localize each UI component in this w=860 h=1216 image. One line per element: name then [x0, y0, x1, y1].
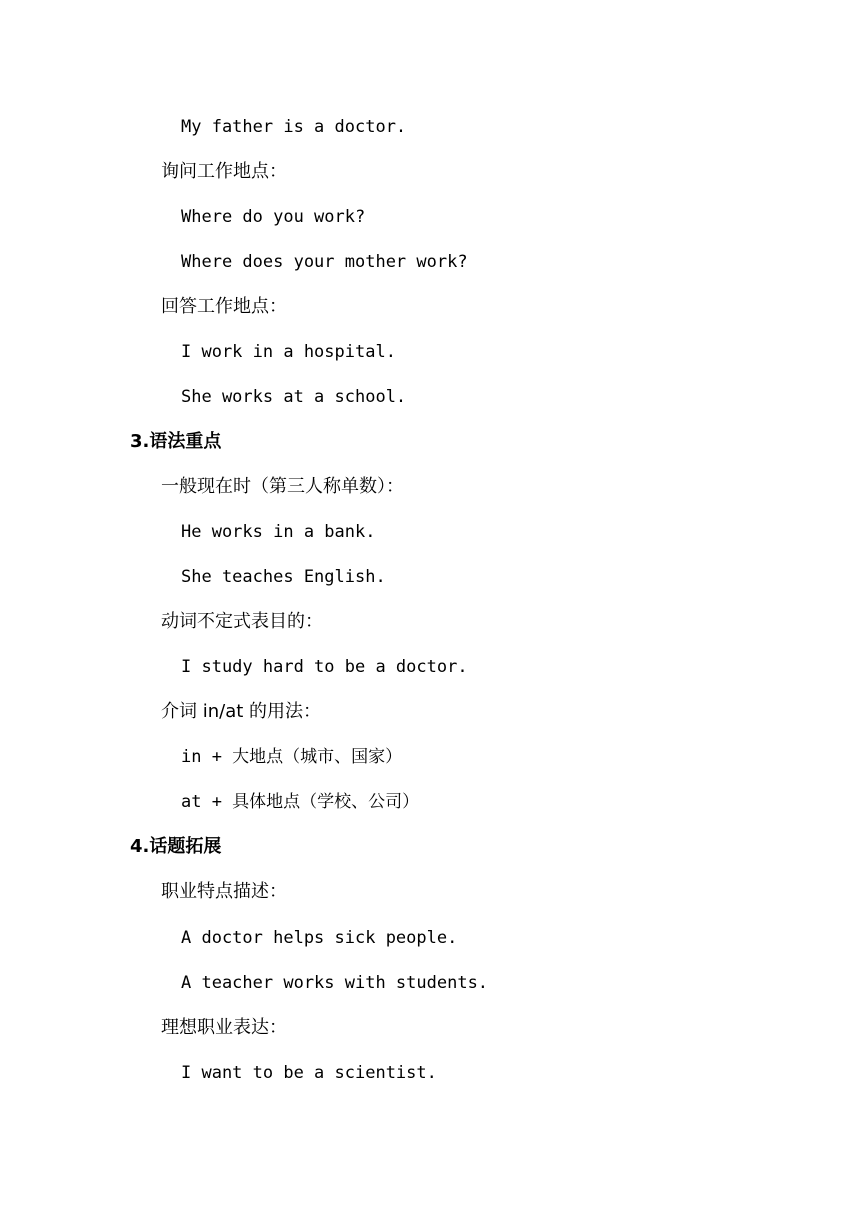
- subtopic-label: 回答工作地点：: [161, 296, 287, 317]
- example-sentence: My father is a doctor.: [181, 117, 407, 137]
- example-sentence: in + 大地点（城市、国家）: [181, 747, 403, 767]
- example-sentence: Where does your mother work?: [181, 252, 468, 272]
- example-sentence: I want to be a scientist.: [181, 1063, 437, 1083]
- subtopic-label: 询问工作地点：: [161, 161, 287, 182]
- example-sentence: A doctor helps sick people.: [181, 928, 458, 948]
- example-sentence: She works at a school.: [181, 387, 407, 407]
- example-sentence: I study hard to be a doctor.: [181, 657, 468, 677]
- example-sentence: at + 具体地点（学校、公司）: [181, 792, 420, 812]
- subtopic-label: 职业特点描述：: [161, 881, 287, 902]
- subtopic-label: 动词不定式表目的：: [161, 611, 323, 632]
- example-sentence: He works in a bank.: [181, 522, 376, 542]
- section-heading: 4.话题拓展: [130, 836, 222, 857]
- example-sentence: A teacher works with students.: [181, 973, 489, 993]
- section-heading: 3.语法重点: [130, 431, 222, 452]
- subtopic-label: 介词 in/at 的用法：: [161, 701, 322, 722]
- example-sentence: I work in a hospital.: [181, 342, 396, 362]
- example-sentence: Where do you work?: [181, 207, 366, 227]
- example-sentence: She teaches English.: [181, 567, 386, 587]
- subtopic-label: 一般现在时（第三人称单数）：: [161, 476, 404, 497]
- subtopic-label: 理想职业表达：: [161, 1017, 287, 1038]
